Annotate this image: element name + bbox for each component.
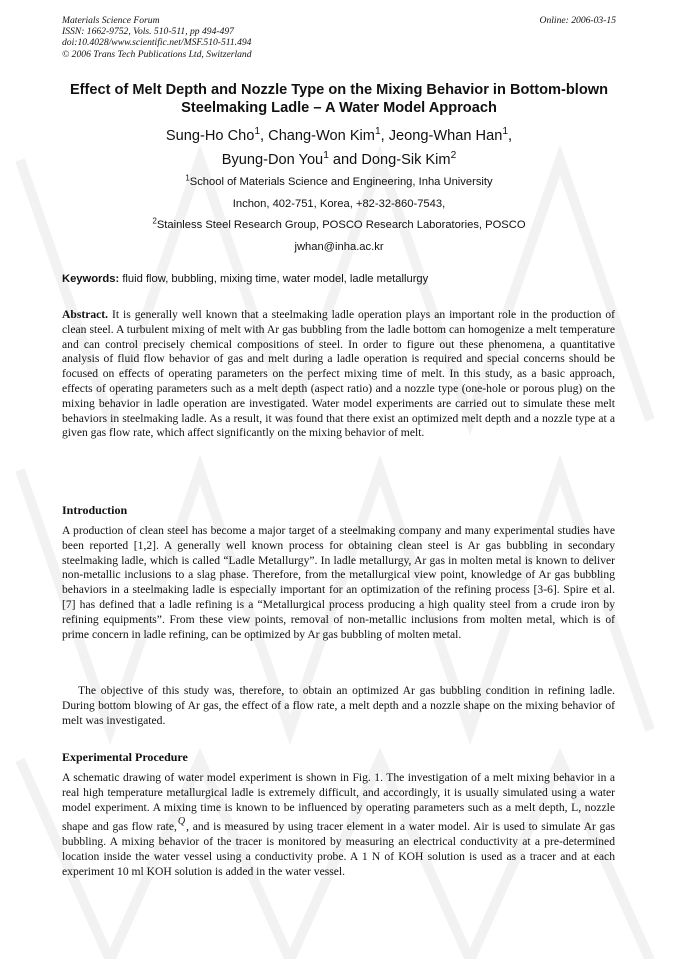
author-name: Chang-Won Kim	[268, 128, 375, 144]
abstract-label: Abstract.	[62, 308, 109, 321]
affiliation-1	[60, 172, 618, 194]
affiliation-1-address: Inchon, 402-751, Korea, +82-32-860-7543,	[232, 197, 446, 210]
copyright-line: © 2006 Trans Tech Publications Ltd, Switzerland	[62, 48, 252, 60]
author-affil-mark: 2	[450, 150, 457, 162]
contact-email: jwhan@inha.ac.kr	[294, 240, 384, 253]
affiliations	[60, 172, 618, 258]
experimental-paragraph-1	[62, 771, 615, 880]
author-affil-mark: 1	[374, 126, 381, 138]
abstract-text: It is generally well known that a steelmaking ladle operation plays an important role in the production of clean steel. A turbulent mixing of melt with Ar gas bubbling from the ladle bottom can homogenize a melt temperature and can control precisely chemical compositions of steel. In order to figure out these phenomena, a quantitative analysis of fluid flow behavior of gas and melt during a ladle operation is required and special concerns should be focused on effects of operating parameters on the perfect mixing time of melt. In this study, as a basic approach, effects of operating parameters such as a melt depth (aspect ratio) and a nozzle type (one-hole or porous plug) on the mixing behavior in ladle operation are investigated. Water model experiments are carried out to simulate these melt behaviors in steelmaking ladle. As a result, it was found that there exist an optimized melt depth and a nozzle type at a given gas flow rate, which affect significantly on the mixing behavior of melt.	[62, 308, 615, 440]
keywords-text: fluid flow, bubbling, mixing time, water model, ladle metallurgy	[122, 273, 429, 285]
affiliation-1-text: School of Materials Science and Engineering, Inha University	[189, 176, 493, 188]
journal-name: Materials Science Forum	[62, 15, 160, 26]
paper-title: Effect of Melt Depth and Nozzle Type on the Mixing Behavior in Bottom-blown Steelmaking Ladle – A Water Model Approach	[69, 82, 609, 116]
affil-mark: 1	[185, 173, 190, 183]
doi-line: doi:10.4028/www.scientific.net/MSF.510-511.494	[62, 37, 252, 49]
author-affil-mark: 1	[254, 126, 261, 138]
introduction-heading: Introduction	[62, 503, 128, 517]
affil-mark: 2	[152, 216, 157, 226]
experimental-heading: Experimental Procedure	[62, 750, 188, 764]
author-line-1: Sung-Ho Cho$^1$, Chang-Won Kim$^1$, Jeong-Whan Han$^1$,	[165, 126, 513, 144]
author-name: Jeong-Whan Han	[388, 128, 503, 144]
author-list	[60, 124, 618, 172]
affiliation-2-text: Stainless Steel Research Group, POSCO Research Laboratories, POSCO	[156, 219, 526, 232]
keywords	[62, 272, 616, 286]
online-date: Online: 2006-03-15	[539, 15, 616, 26]
author-name: Sung-Ho Cho	[165, 128, 255, 144]
introduction-paragraph-2: The objective of this study was, therefore, to obtain an optimized Ar gas bubbling condition in refining ladle. During bottom blowing of Ar gas, the effect of a flow rate, a melt depth and a nozzle shape on the mixing behavior of melt was investigated.	[62, 684, 615, 727]
issn-line: ISSN: 1662-9752, Vols. 510-511, pp 494-497	[62, 26, 234, 38]
author-name: Byung-Don You	[221, 152, 324, 168]
journal-header	[62, 15, 616, 60]
flow-rate-symbol: Q	[177, 816, 186, 828]
author-affil-mark: 1	[323, 150, 329, 162]
experimental-text-b: , and is measured by using tracer element in a water model. Air is used to simulate Ar gas bubbling. A mixing behavior of the tracer is monitored by measuring an electrical conductivity at a pre-determined location inside the water vessel using a conductivity probe. A 1 N of KOH solution is used as a tracer and at each experiment 10 ml KOH solution is added in the water vessel.	[62, 820, 615, 878]
author-affil-mark: 1	[502, 126, 509, 138]
affiliation-2	[60, 215, 618, 237]
author-line-2: Byung-Don You$^1$ and Dong-Sik Kim$^2$	[221, 150, 457, 168]
experimental-text-a: A schematic drawing of water model experiment is shown in Fig. 1. The investigation of a melt mixing behavior in a real high temperature metallurgical ladle is extremely difficult, and accordingly, it is usually simulated using a water model experiment. A mixing time is known to be influenced by operating parameters such as a melt depth, L, nozzle shape and gas flow rate,	[62, 771, 615, 834]
keywords-label: Keywords:	[62, 273, 120, 285]
abstract	[62, 308, 615, 441]
author-name: Dong-Sik Kim	[361, 152, 451, 168]
introduction-paragraph-1: A production of clean steel has become a major target of a steelmaking company and many experimental studies have been reported [1,2]. A generally well known process for obtaining clean steel is Ar gas bubbling in secondary steelmaking ladle, which is called “Ladle Metallurgy”. In ladle metallurgy, Ar gas in molten metal is known to deliver non-metallic inclusions to a slag phase. Therefore, from the metallurgical view point, knowledge of Ar gas bubbling behaviors in a steelmaking ladle is especially important for an optimization of the refining process [3-6]. Spire et al. [7] has defined that a ladle refining is a “Metallurgical process producing a high quality steel from a crude iron by refining equipments”. From these view points, removal of non-metallic inclusions from molten metal, which is of prime concern in ladle refining, can be optimized by Ar gas bubbling of molten metal.	[62, 524, 615, 641]
